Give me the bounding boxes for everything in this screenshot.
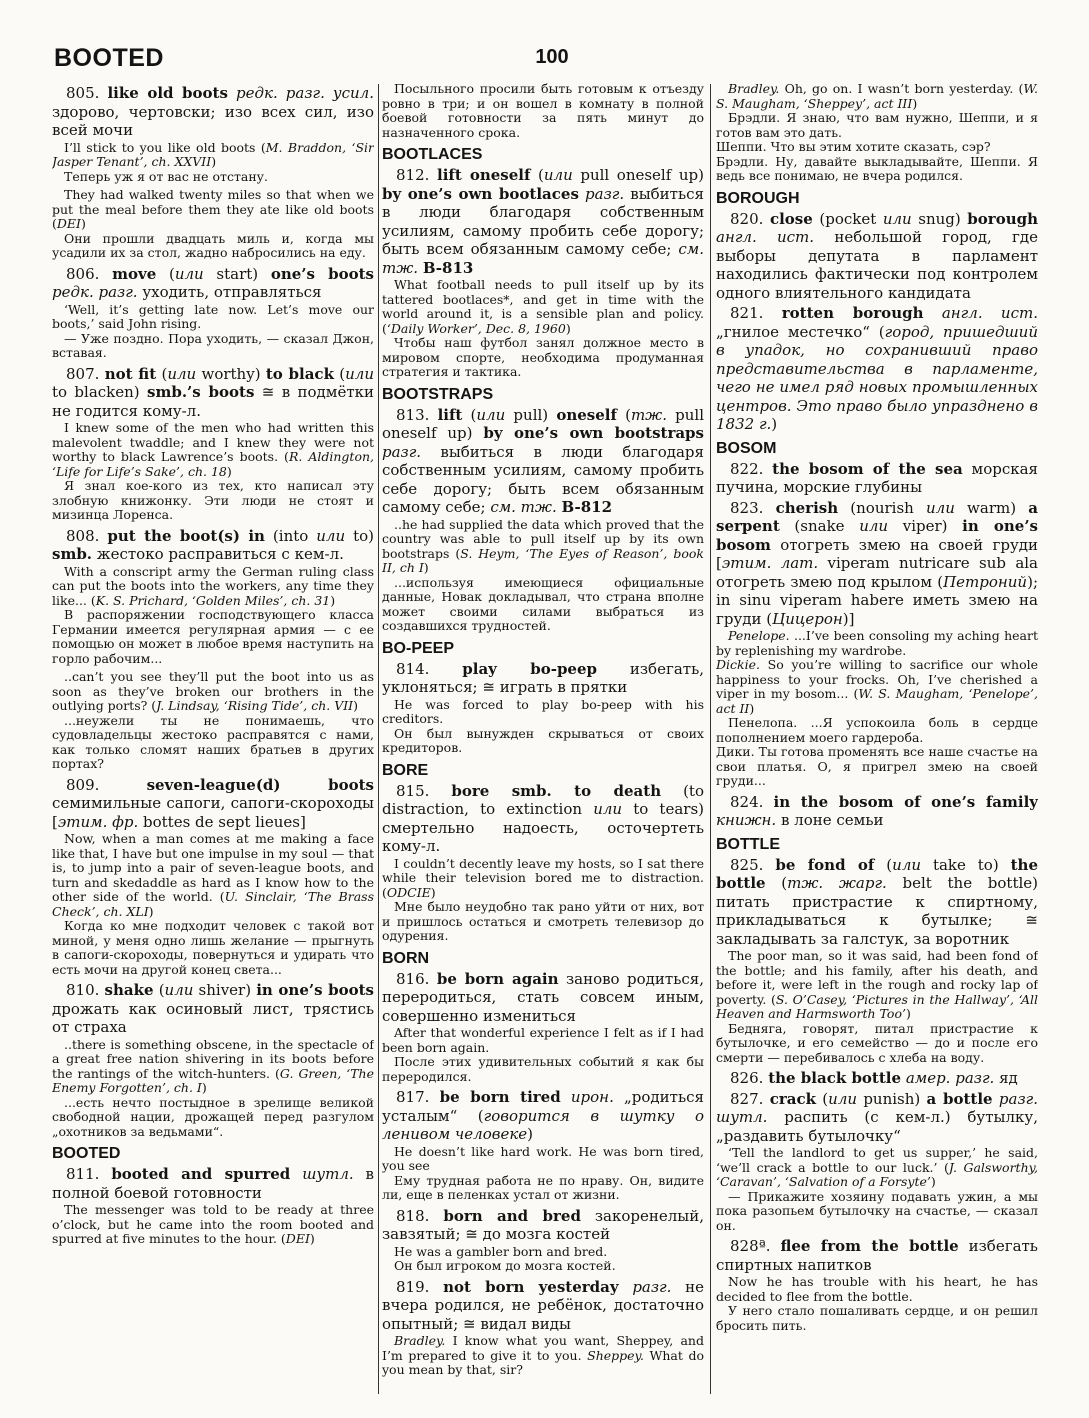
page-number: 100 (535, 46, 569, 68)
example-quote: They had walked twenty miles so that when we put the meal before them they ate like old boots (DEI) (52, 187, 374, 231)
dictionary-entry: 814. play bo-peep избегать, уклоняться; ≅ играть в прятки (382, 659, 704, 696)
section-headword: BOOTED (52, 1145, 121, 1162)
column-3 (716, 82, 1038, 1400)
example-quote: ‘Well, it’s getting late now. Let’s move our boots,’ said John rising. (52, 301, 374, 331)
column-1 (52, 82, 374, 1400)
example-translation: Я знал кое-кого из тех, кто написал эту злобную книжонку. Эти люди не стоят и мизинца Лоренса. (52, 478, 374, 522)
dictionary-entry: 818. born and bred закоренелый, завзятый; ≅ до мозга костей (382, 1206, 704, 1243)
dictionary-entry: 811. booted and spurred шутл. в полной боевой готовности (52, 1165, 374, 1202)
dictionary-entry: 820. close (pocket или snug) borough англ. ист. небольшой город, где выборы депутата в парламент находились фактически под контролем одного влиятельного кандидата (716, 209, 1038, 302)
example-quote: He was forced to play bo-peep with his creditors. (382, 696, 704, 726)
section-headword: BOOTSTRAPS (382, 385, 494, 403)
example-translation: В распоряжении господствующего класса Германии имеется регулярная армия — с ее помощью он может в любое время наступить на горло рабочим... (52, 607, 374, 666)
example-quote: Bradley. I know what you want, Sheppey, and I’m prepared to give it to you. Sheppey. What do you mean by that, sir? (382, 1333, 704, 1377)
example-translation: У него стало пошаливать сердце, и он решил бросить пить. (716, 1303, 1038, 1333)
example-translation: Чтобы наш футбол занял должное место в мировом спорте, необходима продуманная стратегия и тактика. (382, 335, 704, 379)
example-translation: Когда ко мне подходит человек с такой вот миной, у меня одно лишь желание — прыгнуть в сапоги-скороходы, повернуться и удирать что есть мочи на другой конец света... (52, 918, 374, 977)
dictionary-entry: 819. not born yesterday разг. не вчера родился, не ребёнок, достаточно опытный; ≅ видал виды (382, 1277, 704, 1333)
dictionary-entry: 817. be born tired ирон. „родиться усталым“ (говорится в шутку о ленивом человеке) (382, 1088, 704, 1143)
dictionary-entry: 827. crack (или punish) a bottle разг. шутл. распить (с кем-л.) бутылку, „раздавить бутылочку“ (716, 1089, 1038, 1145)
dictionary-entry: 822. the bosom of the sea морская пучина, морские глубины (716, 459, 1038, 496)
example-translation: ...есть нечто постыдное в зрелище великой свободной нации, дрожащей перед разгулом „охотников за ведьмами“. (52, 1094, 374, 1139)
dictionary-entry: 812. lift oneself (или pull oneself up) by one’s own bootlaces разг. выбиться в люди благодаря собственным усилиям, самому пробить себе дорогу; быть всем обязанным самому себе; см. тж. B-813 (382, 166, 704, 277)
dictionary-entry: 823. cherish (nourish или warm) a serpent (snake или viper) in one’s bosom отогреть змею на своей груди [этим. лат. viperam nutricare sub ala отогреть змею под крылом (Петроний); in sinu viperam habere иметь змею на груди (Цицерон)] (716, 498, 1038, 628)
dictionary-entry: 816. be born again заново родиться, переродиться, стать совсем иным, совершенно измениться (382, 969, 704, 1025)
section-headword: BOTTLE (716, 835, 780, 853)
example-translation: Он был игроком до мозга костей. (394, 1258, 616, 1273)
example-quote: ..can’t you see they’ll put the boot into us as soon as they’ve broken our brothers in the outlying ports? (J. Lindsay, ‘Rising Tide’, ch. VII) (52, 669, 374, 713)
example-quote: What football needs to pull itself up by its tattered bootlaces*, and get in time with the world around it, is a sensible plan and policy. (‘Daily Worker’, Dec. 8, 1960) (382, 277, 704, 336)
example-quote: ..there is something obscene, in the spectacle of a great free nation shivering in its boots before the rantings of the witch-hunters. (G. Green, ‘The Enemy Forgotten’, ch. I) (52, 1036, 374, 1095)
example-translation: Бедняга, говорят, питал пристрастие к бутылочке, и его семейство — до и после его смерти — перебивалось с хлеба на воду. (716, 1020, 1038, 1065)
example-translation: ...неужели ты не понимаешь, что судовладельцы жестоко расправятся с нами, как только сломят наших братьев в других портах? (52, 712, 374, 771)
dictionary-entry: 809. seven-league(d) boots семимильные сапоги, сапоги-скороходы [этим. фр. bottes de sept lieues] (52, 775, 374, 831)
section-headword: BOSOM (716, 439, 777, 457)
section-headword: BOOTLACES (382, 146, 483, 163)
example-quote: He was a gambler born and bred. (394, 1243, 608, 1259)
example-translation: Они прошли двадцать миль и, когда мы усадили их за стол, жадно набросились на еду. (52, 230, 374, 260)
example-quote: After that wonderful experience I felt as if I had been born again. (382, 1025, 704, 1055)
dictionary-entry: 810. shake (или shiver) in one’s boots дрожать как осиновый лист, трястись от страха (52, 981, 374, 1036)
example-translation: Пенелопа. ...Я успокоила боль в сердце пополнением моего гардероба. Дики. Ты готова променять все наше счастье на свои платья. О, я пригрел змею на своей груди... (716, 715, 1038, 788)
running-head (54, 40, 1044, 76)
dictionary-entry: 825. be fond of (или take to) the bottle (тж. жарг. belt the bottle) питать пристрастие к спиртному, прикладываться к бутылке; ≅ закладывать за галстук, за воротник (716, 855, 1038, 948)
dictionary-entry: 813. lift (или pull) oneself (тж. pull oneself up) by one’s own bootstraps разг. выбиться в люди благодаря собственным усилиям, самому пробить себе дорогу; быть всем обязанным самому себе; см. тж. B-812 (382, 405, 704, 516)
dictionary-entry: 807. not fit (или worthy) to black (или to blacken) smb.’s boots ≅ в подмётки не годится кому-л. (52, 364, 374, 420)
example-translation: Мне было неудобно так рано уйти от них, вот и пришлось остаться и смотреть телевизор до одурения. (382, 899, 704, 943)
example-quote: With a conscript army the German ruling class can put the boots into the workers, any time they like... (K. S. Prichard, ‘Golden Miles’, ch. 31) (52, 563, 374, 608)
column-2 (382, 82, 704, 1400)
example-quote: I knew some of the men who had written this malevolent twaddle; and I knew they were not worthy to black Lawrence’s boots. (R. Aldington, ‘Life for Life’s Sake’, ch. 18) (52, 420, 374, 479)
section-headword: BORE (382, 761, 429, 779)
column-rule (710, 84, 711, 1394)
dictionary-entry: 815. bore smb. to death (to distraction, to extinction или to tears) смертельно надоесть, осточертеть кому-л. (382, 781, 704, 855)
example-quote: ..he had supplied the data which proved that the country was able to pull itself up by its own bootstraps (S. Heym, ‘The Eyes of Reason’, book II, ch I) (382, 516, 704, 575)
dictionary-entry: 824. in the bosom of one’s family книжн. в лоне семьи (716, 792, 1038, 829)
example-translation: — Прикажите хозяину подавать ужин, а мы пока разопьем бутылочку на счастье, — сказал он. (716, 1188, 1038, 1233)
example-translation: Ему трудная работа не по нраву. Он, видите ли, еще в пеленках устал от жизни. (382, 1172, 704, 1202)
example-quote: Now he has trouble with his heart, he has decided to flee from the bottle. (716, 1274, 1038, 1304)
example-quote: Bradley. Oh, go on. I wasn’t born yesterday. (W. S. Maugham, ‘Sheppey’, act III) (716, 82, 1038, 111)
example-translation: ...используя имеющиеся официальные данные, Новак докладывал, что страна вполне может своими силами выбраться из создавшихся трудностей. (382, 574, 704, 633)
section-headword: BORN (382, 949, 430, 967)
dictionary-entry: 805. like old boots редк. разг. усил. здорово, чертовски; изо всех сил, изо всей мочи (52, 84, 374, 139)
dictionary-entry: 826. the black bottle амер. разг. яд (730, 1069, 1018, 1087)
example-translation: Теперь уж я от вас не отстану. (64, 168, 268, 184)
example-translation: После этих удивительных событий я как бы переродился. (382, 1054, 704, 1084)
dictionary-entry: 806. move (или start) one’s boots редк. разг. уходить, отправляться (52, 264, 374, 301)
example-quote: The poor man, so it was said, had been fond of the bottle; and his family, after his death, and before it, were left in the rough and rocky lap of poverty. (S. O’Casey, ‘Pictures in the Hallway’, ‘All Heaven and Harmsworth Too’) (716, 948, 1038, 1021)
example-quote: Penelope. ...I’ve been consoling my aching heart by replenishing my wardrobe. Dickie. So you’re willing to sacrifice our whole happiness to your frocks. Oh, I’ve cherished a viper in my bosom... (W. S. Maugham, ‘Penelope’, act II) (716, 628, 1038, 716)
example-quote: Now, when a man comes at me making a face like that, I have but one impulse in my soul — that is, to jump into a pair of seven-league boots, and turn and skedaddle as hard as I know how to the other side of the world. (U. Sinclair, ‘The Brass Check’, ch. XLI) (52, 831, 374, 919)
dictionary-entry: 808. put the boot(s) in (into или to) smb. жестоко расправиться с кем-л. (52, 526, 374, 563)
example-quote: I couldn’t decently leave my hosts, so I sat there while their television bored me to distraction. (ODCIE) (382, 855, 704, 900)
example-translation: — Уже поздно. Пора уходить, — сказал Джон, вставая. (52, 330, 374, 360)
running-headword: BOOTED (54, 44, 164, 72)
example-quote: I’ll stick to you like old boots (M. Braddon, ‘Sir Jasper Tenant’, ch. XXVII) (52, 139, 374, 169)
section-headword: BOROUGH (716, 189, 800, 207)
example-translation: Посыльного просили быть готовым к отъезду ровно в три; и он вошел в комнату в полной боевой готовности за пять минут до назначенного срока. (382, 82, 704, 140)
example-quote: ‘Tell the landlord to get us supper,’ he said, ‘we’ll crack a bottle to our luck.’ (J. Galsworthy, ‘Caravan’, ‘Salvation of a Forsyte’) (716, 1145, 1038, 1189)
section-headword: BO-PEEP (382, 639, 455, 657)
example-quote: The messenger was told to be ready at three o’clock, but he came into the room booted and spurred at five minutes to the hour. (DEI) (52, 1202, 374, 1246)
example-translation: Он был вынужден скрываться от своих кредиторов. (382, 725, 704, 755)
dictionary-entry: 821. rotten borough англ. ист. „гнилое местечко“ (город, пришедший в упадок, но сохранивший право представительства в парламенте, чего не имел ряд новых промышленных центров. Это право было упразднено в 1832 г.) (716, 304, 1038, 433)
dictionary-entry: 828ª. flee from the bottle избегать спиртных напитков (716, 1237, 1038, 1274)
column-rule (378, 84, 379, 1394)
example-translation: Брэдли. Я знаю, что вам нужно, Шеппи, и я готов вам это дать. Шеппи. Что вы этим хотите сказать, сэр? Брэдли. Ну, давайте выкладывайте, Шеппи. Я ведь все понимаю, не вчера родился. (716, 110, 1038, 183)
example-quote: He doesn’t like hard work. He was born tired, you see (382, 1143, 704, 1173)
